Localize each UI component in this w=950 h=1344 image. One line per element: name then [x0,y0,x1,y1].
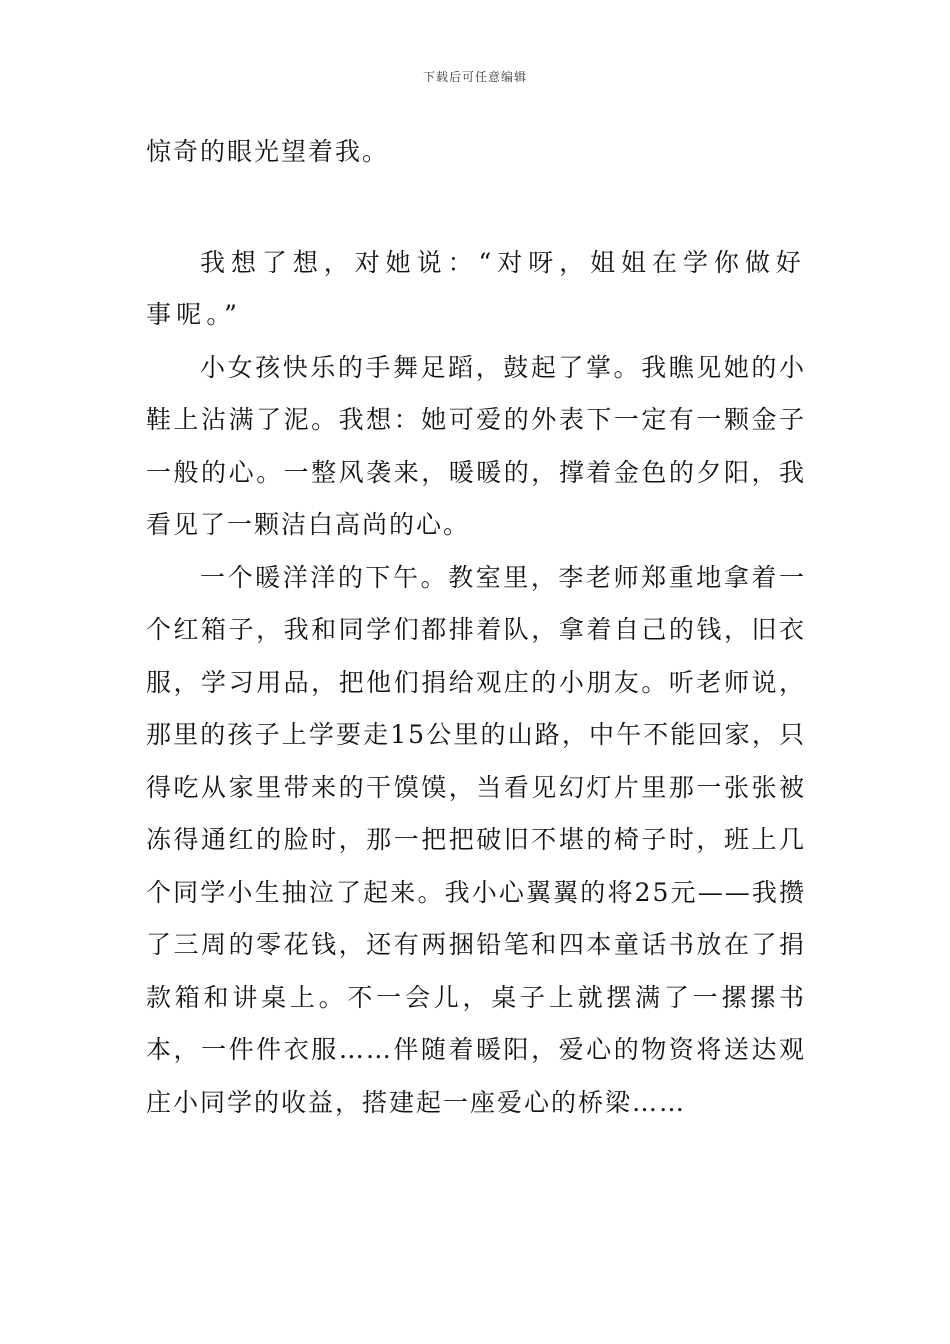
paragraph-continued: 惊奇的眼光望着我。 [146,137,390,166]
paragraph-classroom-donation: 一个暖洋洋的下午。教室里，李老师郑重地拿着一个红箱子，我和同学们都排着队，拿着自己的钱，旧衣服，学习用品，把他们捐给观庄的小朋友。听老师说，那里的孩子上学要走15公里的山路，中午不能回家，只得吃从家里带来的干馍馍，当看见幻灯片里那一张张被冻得通红的脸时，那一把把破旧不堪的椅子时，班上几个同学小生抽泣了起来。我小心翼翼的将25元——我攒了三周的零花钱，还有两捆铅笔和四本童话书放在了捐款箱和讲桌上。不一会儿，桌子上就摆满了一摞摞书本，一件件衣服……伴随着暖阳，爱心的物资将送达观庄小同学的收益，搭建起一座爱心的桥梁…… [146,562,806,1117]
paragraph-dialogue: 我想了想，对她说：“对呀，姐姐在学你做好事呢。” [146,247,806,329]
document-body [146,126,806,1129]
paragraph-little-girl: 小女孩快乐的手舞足蹈，鼓起了掌。我瞧见她的小鞋上沾满了泥。我想：她可爱的外表下一定有一颗金子一般的心。一整风袭来，暖暖的，撑着金色的夕阳，我看见了一颗洁白高尚的心。 [146,352,806,539]
page-header: 下载后可任意编辑 [422,70,527,84]
